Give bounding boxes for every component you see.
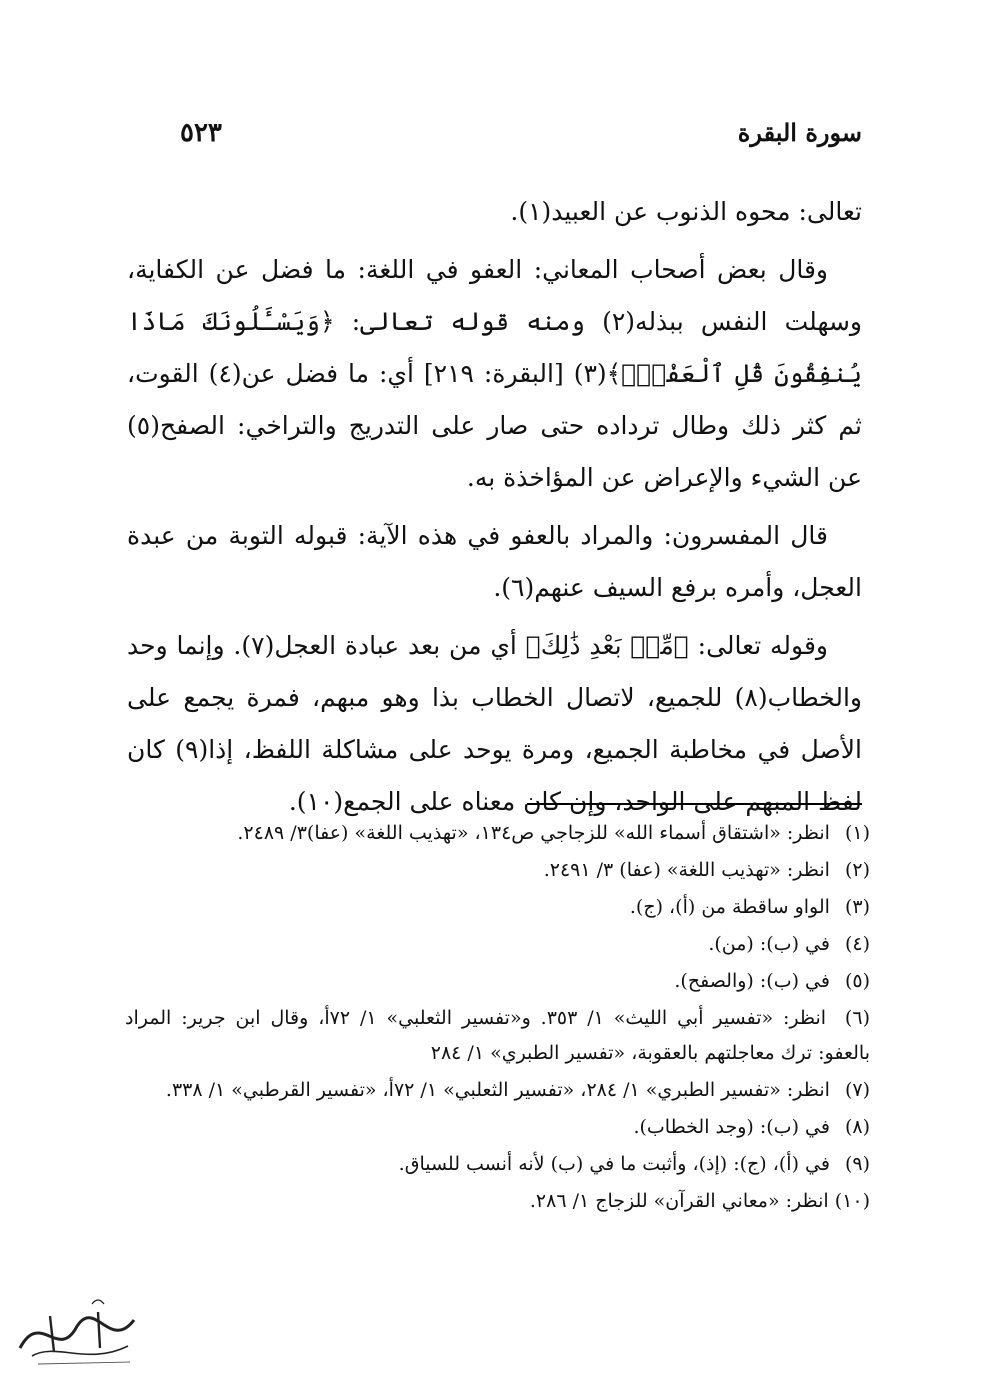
footnote (125, 1147, 870, 1182)
footnote-number: (٦) (844, 1007, 870, 1029)
footnote-number: (٤) (844, 933, 870, 955)
footnote-text: انظر: «تهذيب اللغة» (عفا) ٣/ ٢٤٩١. (543, 859, 830, 881)
logo-stroke (20, 1318, 134, 1348)
footnote-text: في (ب): (وجد الخطاب). (633, 1116, 830, 1138)
footnote-number: (٨) (844, 1116, 870, 1138)
footnote-text: في (ب): (من). (708, 933, 830, 955)
footnote-text: في (ب): (والصفح). (674, 970, 830, 992)
footnote-text: انظر: «اشتقاق أسماء الله» للزجاجي ص١٣٤، «تهذيب اللغة» (عفا)٣/ ٢٤٨٩. (237, 822, 830, 844)
footnote-number: (٩) (844, 1153, 870, 1175)
footnote-number: (٥) (844, 970, 870, 992)
footnote (125, 927, 870, 962)
calligraphy-logo-svg (10, 1290, 145, 1370)
main-text (127, 186, 862, 834)
footnote-text: الواو ساقطة من (أ)، (ج). (629, 896, 830, 918)
logo-stroke (38, 1362, 130, 1364)
paragraph-3: قال المفسرون: والمراد بالعفو في هذه الآية: قبوله التوبة من عبدة العجل، وأمره برفع السيف عنهم(٦). (127, 521, 862, 602)
footnotes (125, 816, 870, 1221)
footnote-text: انظر: «تفسير الطبري» ١/ ٢٨٤، «تفسير الثعلبي» ١/ ٧٢أ، «تفسير القرطبي» ١/ ٣٣٨. (165, 1079, 830, 1101)
footnote-number: (١٠) (834, 1190, 870, 1212)
logo-stroke (92, 1300, 104, 1304)
footnote-number: (٣) (844, 896, 870, 918)
footnote-text: في (أ)، (ج): (إذ)، وأثبت ما في (ب) لأنه أنسب للسياق. (398, 1153, 830, 1175)
footnote (125, 1184, 870, 1219)
footnote (125, 1073, 870, 1108)
footnote-number: (١) (844, 822, 870, 844)
paragraph-4: وقوله تعالى: ﴿مِّنۢ بَعْدِ ذَٰلِكَ﴾ أي من بعد عبادة العجل(٧). وإنما وحد والخطاب(٨) للجميع، لاتصال الخطاب بذا وهو مبهم، فمرة يجمع على الأصل في مخاطبة الجميع، ومرة يوحد على مشاكلة اللفظ، إذا(٩) كان لفظ المبهم على الواحد، وإن كان معناه على الجمع(١٠). (127, 631, 862, 816)
logo-stroke (32, 1346, 128, 1356)
page-number: ٥٢٣ (180, 118, 222, 148)
footnote-number: (٢) (844, 859, 870, 881)
calligraphy-logo-icon (10, 1290, 145, 1370)
footnote (125, 1110, 870, 1145)
footnote (125, 816, 870, 851)
footnote-number: (٧) (844, 1079, 870, 1101)
footnote-text: انظر: «معاني القرآن» للزجاج ١/ ٢٨٦. (529, 1190, 829, 1212)
paragraph-1: تعالى: محوه الذنوب عن العبيد(١). (510, 197, 862, 226)
surah-title: سورة البقرة (737, 118, 862, 147)
footnote-text: انظر: «تفسير أبي الليث» ١/ ٣٥٣. و«تفسير الثعلبي» ١/ ٧٢أ، وقال ابن جرير: المراد بالعفو: ترك معاجلتهم بالعقوبة، «تفسير الطبري» ١/ ٢٨٤ (125, 1007, 870, 1064)
paragraph-2: وقال بعض أصحاب المعاني: العفو في اللغة: ما فضل عن الكفاية، وسهلت النفس ببذله(٢) ومنه قوله تعالى: ﴿وَيَسْـَٔلُونَكَ مَاذَا يُنفِقُونَ قُلِ ٱلْعَفْوَۗ﴾(٣) [البقرة: ٢١٩] أي: ما فضل عن(٤) القوت، ثم كثر ذلك وطال ترداده حتى صار على التدريج والتراخي: الصفح(٥) عن الشيء والإعراض عن المؤاخذة به. (127, 255, 863, 492)
footnote (125, 853, 870, 888)
footnote-divider (527, 803, 862, 805)
footnote (125, 1001, 870, 1071)
page-header (128, 118, 862, 158)
footnote (125, 890, 870, 925)
footnote (125, 964, 870, 999)
